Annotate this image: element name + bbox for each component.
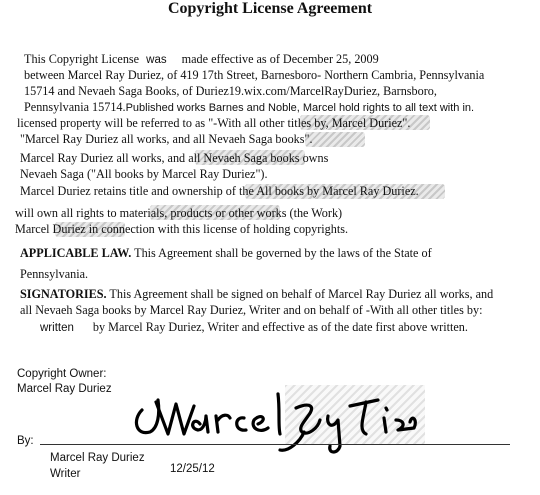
by-label: By:	[17, 435, 34, 447]
body-line: 15714 and Nevaeh Saga Books, of Duriez19.wix.com/MarcelRayDuriez, Barnsboro,	[24, 84, 437, 98]
signer-name: Marcel Ray Duriez	[50, 452, 145, 464]
body-line: "Marcel Ray Duriez all works, and all Nevaeh Saga books".	[20, 132, 313, 146]
signature-date: 12/25/12	[170, 463, 215, 475]
body-line: Marcel Duriez retains title and ownership of the All books by Marcel Ray Duriez.	[20, 184, 419, 198]
body-line: licensed property will be referred to as "-With all other titles by, Marcel Duriez".	[17, 116, 411, 130]
signatories-line: written by Marcel Ray Duriez, Writer and effective as of the date first above written.	[40, 320, 468, 334]
body-line: Pennsylvania 15714.Published works Barnes and Noble, Marcel hold rights to all text with in.	[24, 100, 475, 114]
body-line: will own all rights to materials, products or other works (the Work)	[15, 206, 343, 220]
document-title: Copyright License Agreement	[167, 0, 373, 17]
signer-role: Writer	[50, 468, 81, 480]
body-line: between Marcel Ray Duriez, of 419 17th Street, Barnesboro- Northern Cambria, Pennsylvania	[24, 68, 485, 82]
owner-label: Copyright Owner:	[17, 368, 107, 380]
owner-name: Marcel Ray Duriez	[17, 383, 112, 395]
law-clause-cont: Pennsylvania.	[20, 267, 89, 281]
signatories-line: all Nevaeh Saga books by Marcel Ray Duriez, Writer and on behalf of -With all other titles by:	[20, 303, 483, 317]
body-line: Marcel Ray Duriez all works, and all Nevaeh Saga books owns	[20, 151, 329, 165]
signatories-heading: SIGNATORIES.	[20, 287, 107, 301]
body-line: Nevaeh Saga ("All books by Marcel Ray Duriez").	[20, 167, 268, 181]
signatories-clause: SIGNATORIES. This Agreement shall be signed on behalf of Marcel Ray Duriez all works, and	[20, 287, 494, 301]
body-line: This Copyright License was made effective as of December 25, 2009	[24, 52, 379, 66]
law-clause: APPLICABLE LAW. This Agreement shall be governed by the laws of the State of	[20, 246, 432, 260]
law-heading: APPLICABLE LAW.	[20, 246, 132, 260]
handwritten-signature	[128, 380, 428, 458]
text-smudge	[305, 132, 365, 147]
body-line: Marcel Duriez in connection with this license of holding copyrights.	[15, 222, 349, 236]
signature-line	[40, 444, 510, 445]
